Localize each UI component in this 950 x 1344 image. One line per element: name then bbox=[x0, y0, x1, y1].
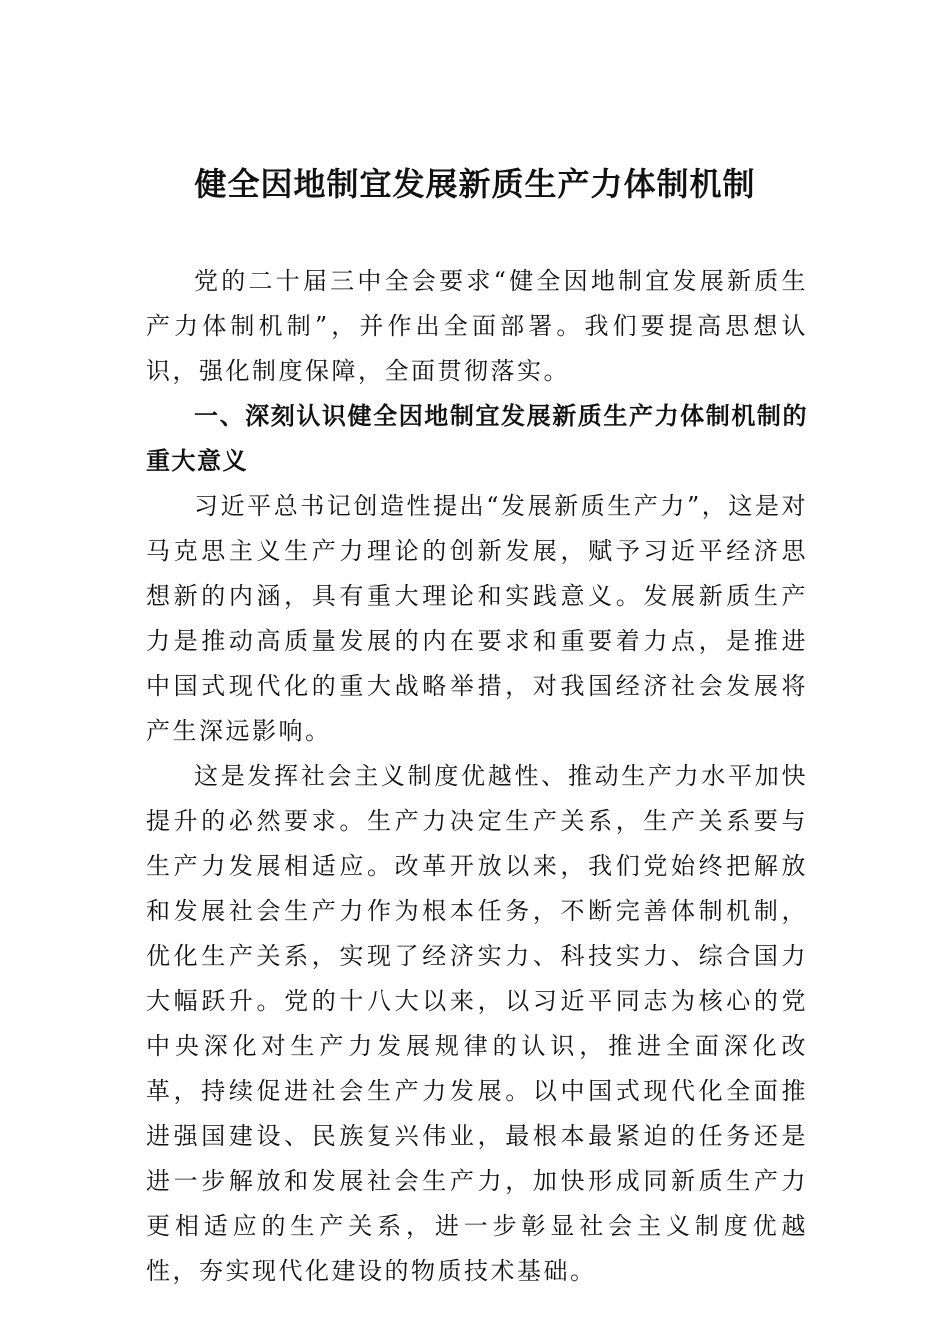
document-title: 健全因地制宜发展新质生产力体制机制 bbox=[194, 165, 756, 203]
section-paragraph-1: 习近平总书记创造性提出“发展新质生产力”，这是对马克思主义生产力理论的创新发展，赋予习近平经济思想新的内涵，具有重大理论和实践意义。发展新质生产力是推动高质量发展的内在要求和重要着力点，是推进中国式现代化的重大战略举措，对我国经济社会发展将产生深远影响。 bbox=[146, 492, 808, 745]
section-paragraph-2: 这是发挥社会主义制度优越性、推动生产力水平加快提升的必然要求。生产力决定生产关系，生产关系要与生产力发展相适应。改革开放以来，我们党始终把解放和发展社会生产力作为根本任务，不断完善体制机制，优化生产关系，实现了经济实力、科技实力、综合国力大幅跃升。党的十八大以来，以习近平同志为核心的党中央深化对生产力发展规律的认识，推进全面深化改革，持续促进社会生产力发展。以中国式现代化全面推进强国建设、民族复兴伟业，最根本最紧迫的任务还是进一步解放和发展社会生产力，加快形成同新质生产力更相适应的生产关系，进一步彰显社会主义制度优越性，夯实现代化建设的物质技术基础。 bbox=[146, 762, 808, 1285]
intro-paragraph: 党的二十届三中全会要求“健全因地制宜发展新质生产力体制机制”，并作出全面部署。我们要提高思想认识，强化制度保障，全面贯彻落实。 bbox=[146, 267, 808, 385]
section-heading: 一、深刻认识健全因地制宜发展新质生产力体制机制的重大意义 bbox=[146, 402, 808, 475]
document-body bbox=[146, 259, 808, 1294]
